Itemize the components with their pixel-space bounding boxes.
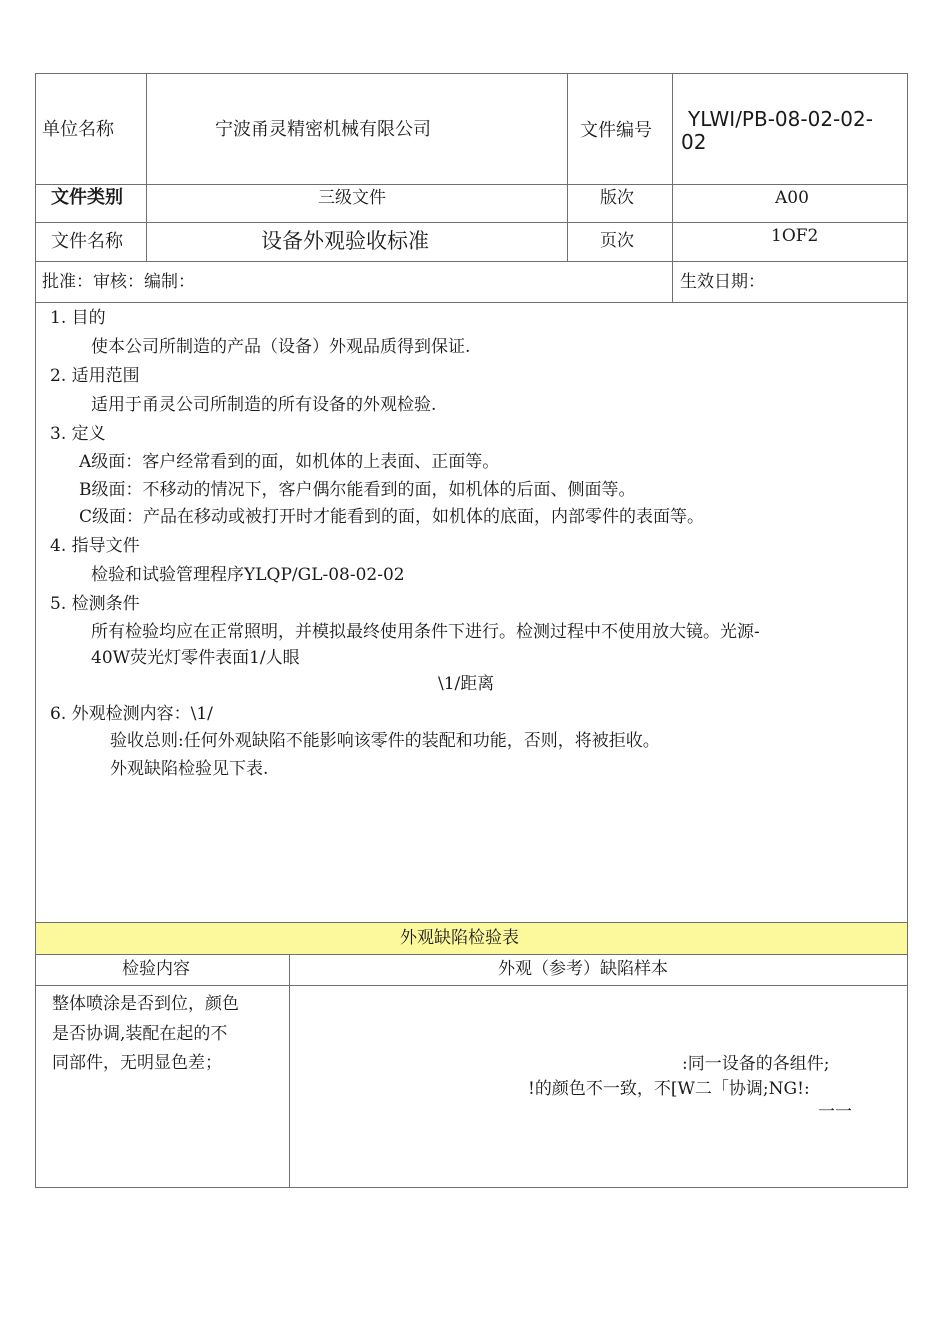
section-1-title: 1. 目的 bbox=[50, 308, 106, 328]
border-row4 bbox=[35, 302, 908, 303]
border-right bbox=[907, 73, 908, 1188]
doc-no-value-line2: 02 bbox=[681, 130, 707, 154]
section-3-a-level: A级面：客户经常看到的面，如机体的上表面、正面等。 bbox=[79, 452, 500, 472]
section-2-title: 2. 适用范围 bbox=[50, 366, 140, 386]
version-value: A00 bbox=[775, 188, 809, 208]
table-row1-content-line1: 整体喷涂是否到位，颜色 bbox=[52, 994, 239, 1014]
approval-line: 批准：审核：编制： bbox=[42, 272, 195, 292]
section-4-title: 4. 指导文件 bbox=[50, 536, 140, 556]
section-5-text-1: 所有检验均应在正常照明，并模拟最终使用条件下进行。检测过程中不使用放大镜。光源- bbox=[91, 622, 760, 642]
border-row1 bbox=[35, 184, 908, 185]
category-value: 三级文件 bbox=[318, 188, 386, 208]
border-col-b bbox=[567, 73, 568, 262]
border-table-col bbox=[289, 954, 290, 1188]
doc-no-value-line1: YLWI/PB-08-02-02- bbox=[688, 107, 873, 131]
doc-name-value: 设备外观验收标准 bbox=[261, 229, 429, 253]
doc-no-label: 文件编号 bbox=[580, 120, 652, 141]
table-col2-header: 外观（参考）缺陷样本 bbox=[498, 959, 668, 979]
section-4-text: 检验和试验管理程序YLQP/GL-08-02-02 bbox=[91, 565, 405, 585]
border-table-title-bottom bbox=[35, 954, 908, 955]
section-3-c-level: C级面：产品在移动或被打开时才能看到的面，如机体的底面，内部零件的表面等。 bbox=[79, 507, 705, 527]
border-row3 bbox=[35, 261, 908, 262]
border-col-a bbox=[146, 73, 147, 262]
border-left bbox=[35, 73, 36, 1188]
section-6-text-1: 验收总则:任何外观缺陷不能影响该零件的装配和功能，否则，将被拒收。 bbox=[110, 731, 660, 751]
table-title: 外观缺陷检验表 bbox=[400, 928, 519, 948]
table-row1-sample-line1: :同一设备的各组件; bbox=[682, 1054, 830, 1074]
section-3-title: 3. 定义 bbox=[50, 424, 106, 444]
unit-value: 宁波甬灵精密机械有限公司 bbox=[215, 119, 431, 140]
section-5-text-3: \1/距离 bbox=[438, 674, 495, 694]
version-label: 版次 bbox=[600, 188, 634, 208]
page-value: 1OF2 bbox=[771, 226, 819, 246]
border-table-header-bottom bbox=[35, 985, 908, 986]
border-bottom bbox=[35, 1187, 908, 1188]
category-label: 文件类别 bbox=[51, 187, 123, 208]
table-row1-sample-line3: 一一 bbox=[818, 1102, 852, 1122]
table-row1-sample-line2: !的颜色不一致，不[W二「协调;NG!: bbox=[528, 1079, 810, 1099]
section-5-title: 5. 检测条件 bbox=[50, 594, 140, 614]
section-1-text: 使本公司所制造的产品（设备）外观品质得到保证. bbox=[91, 337, 471, 357]
border-col-c bbox=[672, 73, 673, 303]
unit-label: 单位名称 bbox=[42, 119, 114, 140]
section-6-title: 6. 外观检测内容：\1/ bbox=[50, 704, 213, 724]
border-top bbox=[35, 73, 908, 74]
effective-date-label: 生效日期： bbox=[680, 272, 765, 292]
table-row1-content-line3: 同部件，无明显色差； bbox=[52, 1053, 222, 1073]
section-3-b-level: B级面：不移动的情况下，客户偶尔能看到的面，如机体的后面、侧面等。 bbox=[79, 480, 636, 500]
section-6-text-2: 外观缺陷检验见下表. bbox=[110, 759, 269, 779]
doc-name-label: 文件名称 bbox=[51, 231, 123, 252]
table-col1-header: 检验内容 bbox=[122, 959, 190, 979]
table-row1-content-line2: 是否协调,装配在起的不 bbox=[52, 1024, 228, 1044]
section-5-text-2: 40W荧光灯零件表面1/人眼 bbox=[91, 648, 300, 668]
section-2-text: 适用于甬灵公司所制造的所有设备的外观检验. bbox=[91, 395, 437, 415]
page-label: 页次 bbox=[600, 231, 634, 251]
border-row2 bbox=[35, 222, 908, 223]
